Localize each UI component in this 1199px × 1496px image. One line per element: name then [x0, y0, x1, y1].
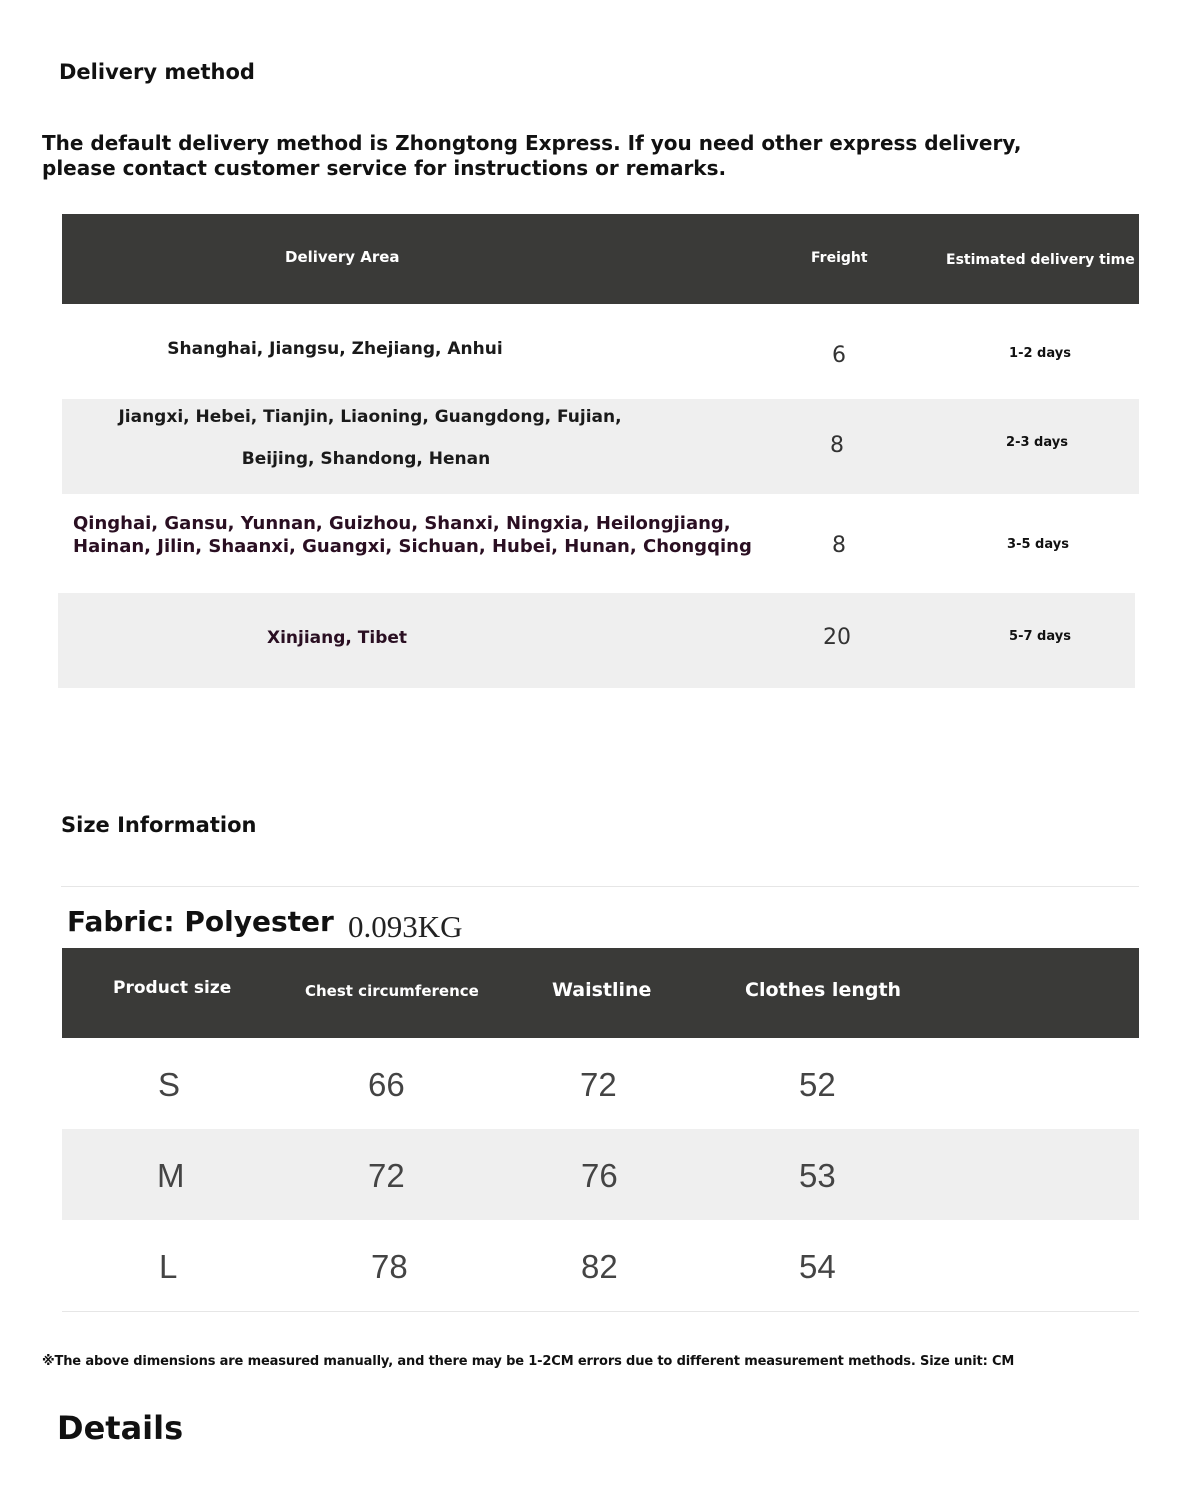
waist-cell: 82: [581, 1248, 618, 1285]
length-cell: 54: [799, 1248, 836, 1285]
freight-cell: 8: [830, 433, 844, 458]
measurement-note: ※The above dimensions are measured manually, and there may be 1-2CM errors due to different measurement methods. Size unit: CM: [42, 1354, 1015, 1369]
fabric-label: Fabric: Polyester: [67, 905, 334, 938]
delivery-intro-line-1: The default delivery method is Zhongtong Express. If you need other express delivery,: [42, 131, 1022, 155]
delivery-row-4: [58, 593, 1135, 688]
size-cell: L: [159, 1248, 178, 1285]
delivery-area-cell: Hainan, Jilin, Shaanxi, Guangxi, Sichuan, Hubei, Hunan, Chongqing: [73, 536, 752, 557]
delivery-area-cell: Shanghai, Jiangsu, Zhejiang, Anhui: [167, 339, 503, 359]
weight-label: 0.093KG: [348, 909, 463, 944]
header-freight: Freight: [811, 250, 868, 266]
size-cell: M: [157, 1157, 185, 1194]
delivery-time-cell: 3-5 days: [1007, 537, 1069, 552]
header-clothes-length: Clothes length: [745, 979, 902, 1001]
size-information-title: Size Information: [61, 813, 257, 837]
delivery-area-cell: Jiangxi, Hebei, Tianjin, Liaoning, Guangdong, Fujian,: [118, 407, 622, 427]
length-cell: 53: [799, 1157, 836, 1194]
delivery-area-cell: Beijing, Shandong, Henan: [241, 449, 491, 469]
chest-cell: 72: [368, 1157, 405, 1194]
freight-cell: 20: [823, 625, 851, 650]
delivery-method-title: Delivery method: [59, 60, 255, 84]
size-row-m: [62, 1129, 1139, 1220]
details-title: Details: [57, 1409, 184, 1447]
header-waistline: Waistline: [552, 979, 652, 1001]
size-cell: S: [158, 1066, 181, 1103]
size-row-l: [62, 1220, 1139, 1312]
header-delivery-area: Delivery Area: [285, 248, 400, 266]
header-chest: Chest circumference: [305, 982, 479, 1000]
waist-cell: 72: [580, 1066, 617, 1103]
header-estimated-time: Estimated delivery time: [946, 252, 1135, 268]
divider: [61, 886, 1139, 887]
header-product-size: Product size: [113, 978, 232, 998]
delivery-intro-line-2: please contact customer service for instructions or remarks.: [42, 156, 727, 180]
delivery-time-cell: 2-3 days: [1006, 435, 1068, 450]
size-row-s: [62, 1038, 1139, 1129]
delivery-area-cell: Xinjiang, Tibet: [266, 628, 408, 648]
chest-cell: 78: [371, 1248, 408, 1285]
delivery-row-2: [62, 399, 1139, 494]
delivery-area-cell: Qinghai, Gansu, Yunnan, Guizhou, Shanxi, Ningxia, Heilongjiang,: [73, 513, 731, 534]
delivery-row-1: [62, 304, 1139, 399]
waist-cell: 76: [581, 1157, 618, 1194]
chest-cell: 66: [368, 1066, 405, 1103]
delivery-time-cell: 5-7 days: [1009, 629, 1071, 644]
delivery-time-cell: 1-2 days: [1009, 346, 1071, 361]
length-cell: 52: [799, 1066, 836, 1103]
freight-cell: 8: [832, 533, 846, 558]
delivery-table-header: [62, 214, 1139, 304]
freight-cell: 6: [832, 343, 846, 368]
delivery-row-3: [62, 494, 1139, 593]
size-table-header: [62, 948, 1139, 1038]
